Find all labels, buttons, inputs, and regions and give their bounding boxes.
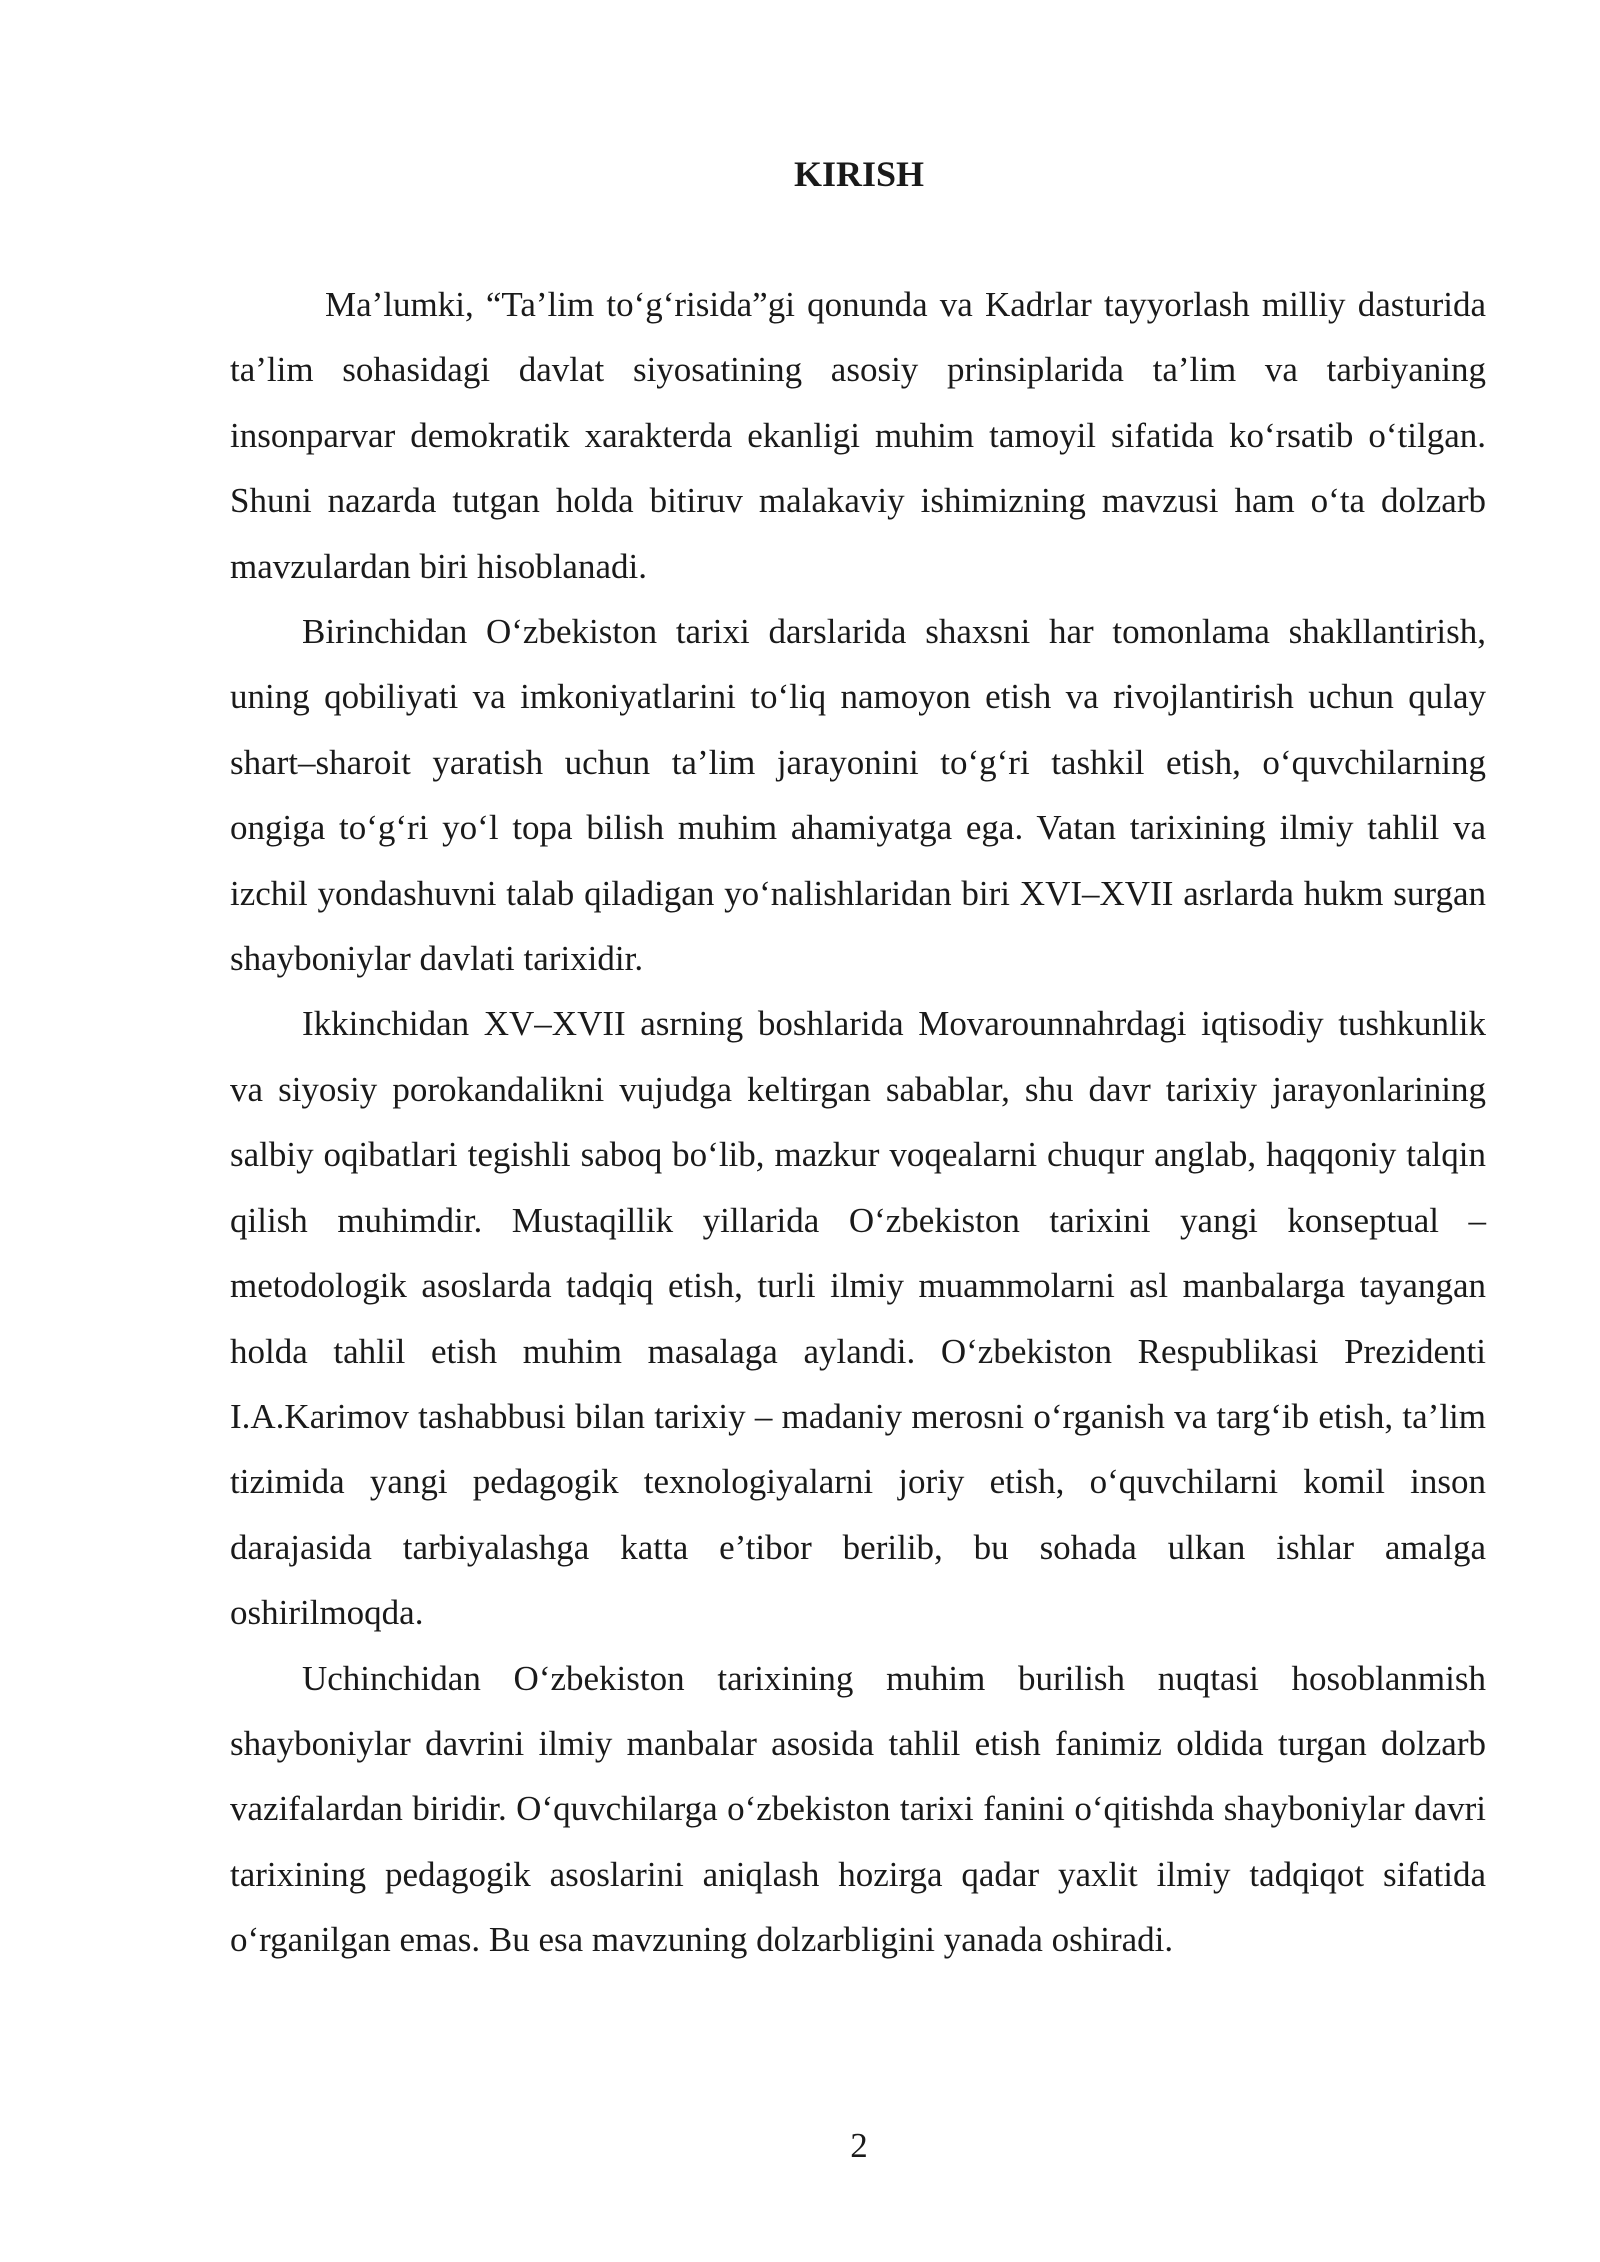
paragraph-first-reason: Birinchidan O‘zbekiston tarixi darslarida shaxsni har tomonlama shakllantirish, uning qobiliyati va imkoniyatlarini to‘liq namoyon etish va rivojlantirish uchun qulay shart–sharoit yaratish uchun ta’lim jarayonini to‘g‘ri tashkil etish, o‘quvchilarning ongiga to‘g‘ri yo‘l topa bilish muhim ahamiyatga ega. Vatan tarixining ilmiy tahlil va izchil yondashuvni talab qiladigan yo‘nalishlaridan biri XVI–XVII asrlarda hukm surgan shayboniylar davlati tarixidir. (230, 612, 1486, 979)
page-number: 2 (850, 2126, 868, 2165)
paragraph-intro: Ma’lumki, “Ta’lim to‘g‘risida”gi qonunda va Kadrlar tayyorlash milliy dasturida ta’lim sohasidagi davlat siyosatining asosiy prinsiplarida ta’lim va tarbiyaning insonparvar demokratik xarakterda ekanligi muhim tamoyil sifatida ko‘rsatib o‘tilgan. Shuni nazarda tutgan holda bitiruv malakaviy ishimizning mavzusi ham o‘ta dolzarb mavzulardan biri hisoblanadi. (230, 285, 1486, 586)
paragraph-third-reason: Uchinchidan O‘zbekiston tarixining muhim burilish nuqtasi hosoblanmish shayboniylar davrini ilmiy manbalar asosida tahlil etish fanimiz oldida turgan dolzarb vazifalardan biridir. O‘quvchilarga o‘zbekiston tarixi fanini o‘qitishda shayboniylar davri tarixining pedagogik asoslarini aniqlash hozirga qadar yaxlit ilmiy tadqiqot sifatida o‘rganilgan emas. Bu esa mavzuning dolzarbligini yanada oshiradi. (230, 1658, 1486, 1960)
paragraph-second-reason: Ikkinchidan XV–XVII asrning boshlarida Movarounnahrdagi iqtisodiy tushkunlik va siyosiy porokandalikni vujudga keltirgan sabablar, shu davr tarixiy jarayonlarining salbiy oqibatlari tegishli saboq bo‘lib, mazkur voqealarni chuqur anglab, haqqoniy talqin qilish muhimdir. Mustaqillik yillarida O‘zbekiston tarixini yangi konseptual – metodologik asoslarda tadqiq etish, turli ilmiy muammolarni asl manbalarga tayangan holda tahlil etish muhim masalaga aylandi. O‘zbekiston Respublikasi Prezidenti I.A.Karimov tashabbusi bilan tarixiy – madaniy merosni o‘rganish va targ‘ib etish, ta’lim tizimida yangi pedagogik texnologiyalarni joriy etish, o‘quvchilarni komil inson darajasida tarbiyalashga katta e’tibor berilib, bu sohada ulkan ishlar amalga oshirilmoqda. (230, 1004, 1486, 1633)
section-heading: KIRISH (793, 154, 925, 194)
body-text (230, 272, 1486, 1973)
